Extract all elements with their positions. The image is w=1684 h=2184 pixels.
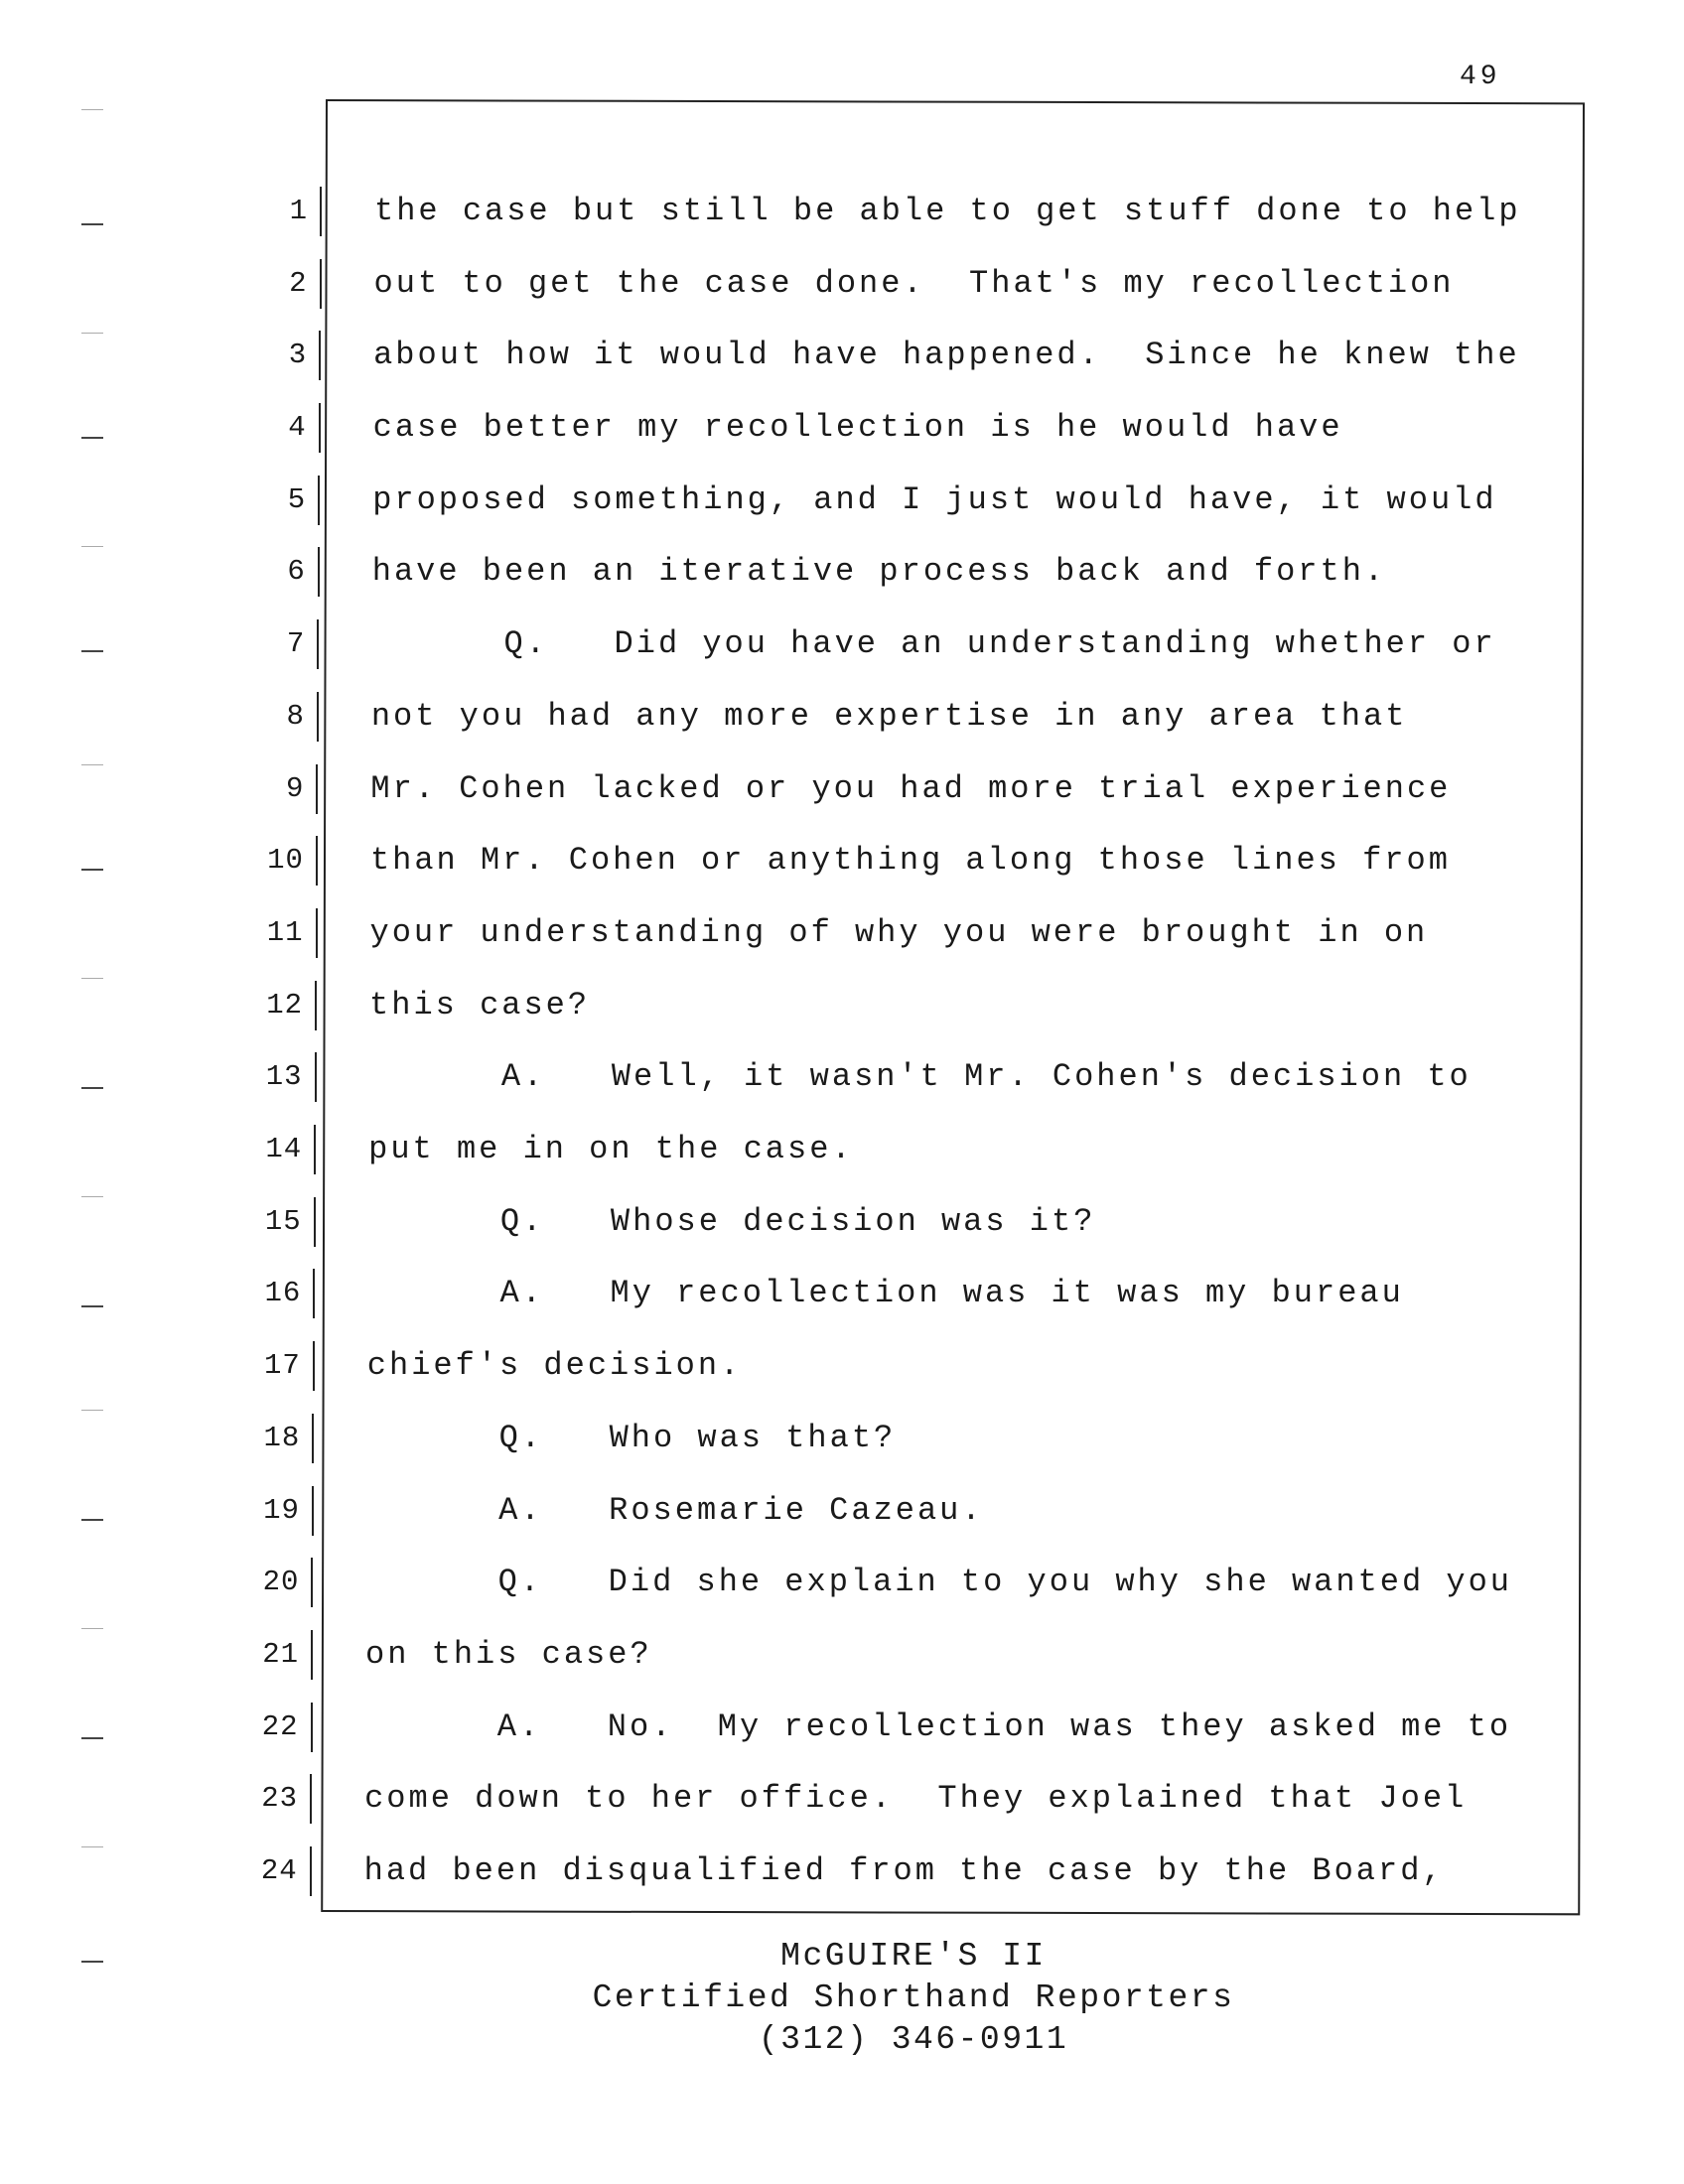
line-text: come down to her office. They explained that Joel [364,1780,1468,1818]
line-rule [318,547,320,597]
line-text: A. Well, it wasn't Mr. Cohen's decision to [368,1058,1472,1096]
line-number: 7 [286,627,306,661]
line-number: 13 [265,1060,303,1094]
line-text: Q. Whose decision was it? [367,1202,1096,1240]
line-number: 15 [264,1204,302,1238]
line-text: chief's decision. [366,1347,743,1385]
line-rule [314,1125,316,1174]
line-number: 5 [287,482,307,516]
line-rule [310,1846,312,1896]
line-rule [318,476,320,525]
line-text: have been an iterative process back and forth. [371,553,1387,591]
margin-tick [81,546,103,547]
footer-tagline: Certified Shorthand Reporters [592,1979,1235,2016]
line-text: Q. Did she explain to you why she wanted you [365,1564,1512,1601]
line-rule [317,692,319,742]
line-number: 20 [262,1566,300,1599]
line-number: 6 [287,555,306,589]
line-rule [315,981,317,1030]
margin-tick [81,764,103,765]
line-number: 4 [288,411,307,445]
line-number: 9 [285,771,305,805]
line-rule [320,187,322,236]
line-number: 17 [263,1349,301,1383]
line-text: not you had any more expertise in any area that [370,697,1408,735]
line-rule [311,1558,313,1607]
line-number: 3 [288,339,308,372]
line-text: this case? [369,986,591,1024]
line-rule [313,1269,315,1318]
footer-phone: (312) 346-0911 [758,2021,1069,2058]
line-rule [314,1197,316,1247]
line-text: case better my recollection is he would have [372,409,1343,447]
margin-tick [81,1519,103,1521]
line-rule [311,1703,313,1752]
line-text: proposed something, and I just would have, it would [372,480,1497,518]
line-text: Mr. Cohen lacked or you had more trial experience [370,769,1452,807]
margin-tick [81,223,103,225]
line-number: 2 [289,266,308,300]
margin-tick [81,650,103,652]
line-text: Q. Who was that? [366,1419,897,1456]
margin-tick [81,1961,103,1963]
line-rule [311,1630,313,1680]
line-text: A. Rosemarie Cazeau. [365,1491,984,1529]
line-rule [315,1052,317,1102]
line-number: 18 [263,1421,301,1454]
line-number: 14 [265,1133,303,1166]
line-rule [316,764,318,814]
line-text: on this case? [365,1635,652,1673]
line-number: 21 [262,1637,299,1671]
line-text: had been disqualified from the case by the Board, [363,1852,1445,1889]
footer-company: McGUIRE'S II [780,1938,1047,1975]
margin-tick [81,1846,103,1847]
line-number: 24 [260,1854,298,1887]
line-text: put me in on the case. [368,1131,854,1168]
line-number: 12 [266,988,304,1022]
line-rule [319,331,321,380]
margin-tick [81,1628,103,1629]
margin-tick [81,1087,103,1089]
page-number: 49 [1460,62,1501,92]
margin-tick [81,437,103,439]
margin-tick [81,1410,103,1411]
line-text: about how it would have happened. Since he knew the [373,337,1520,374]
margin-tick [81,333,103,334]
line-rule [316,836,318,886]
line-text: than Mr. Cohen or anything along those lines from [369,842,1451,880]
margin-tick [81,1196,103,1197]
line-number: 19 [263,1493,300,1527]
line-text: your understanding of why you were brought in on [369,913,1429,951]
line-text: the case but still be able to get stuff done to help [374,193,1521,229]
line-rule [319,403,321,453]
reporter-footer [496,1936,1331,2061]
margin-tick [81,1737,103,1739]
line-rule [320,259,322,309]
line-rule [312,1414,314,1463]
margin-tick [81,109,103,110]
line-number: 11 [266,915,304,949]
line-rule [317,619,319,669]
line-text: out to get the case done. That's my recollection [373,264,1455,302]
line-rule [312,1486,314,1536]
line-number: 22 [261,1709,299,1743]
line-text: Q. Did you have an understanding whether or [371,625,1496,663]
line-number: 16 [264,1277,302,1310]
line-text: A. My recollection was it was my bureau [367,1275,1404,1312]
line-number: 1 [289,195,308,227]
margin-tick [81,978,103,979]
line-number: 23 [261,1782,299,1816]
margin-tick [81,869,103,871]
line-rule [310,1774,312,1824]
line-text: A. No. My recollection was they asked me to [364,1707,1512,1745]
line-number: 8 [286,699,305,733]
line-rule [316,908,318,958]
line-number: 10 [267,844,304,878]
margin-tick [81,1305,103,1307]
line-rule [313,1341,315,1391]
